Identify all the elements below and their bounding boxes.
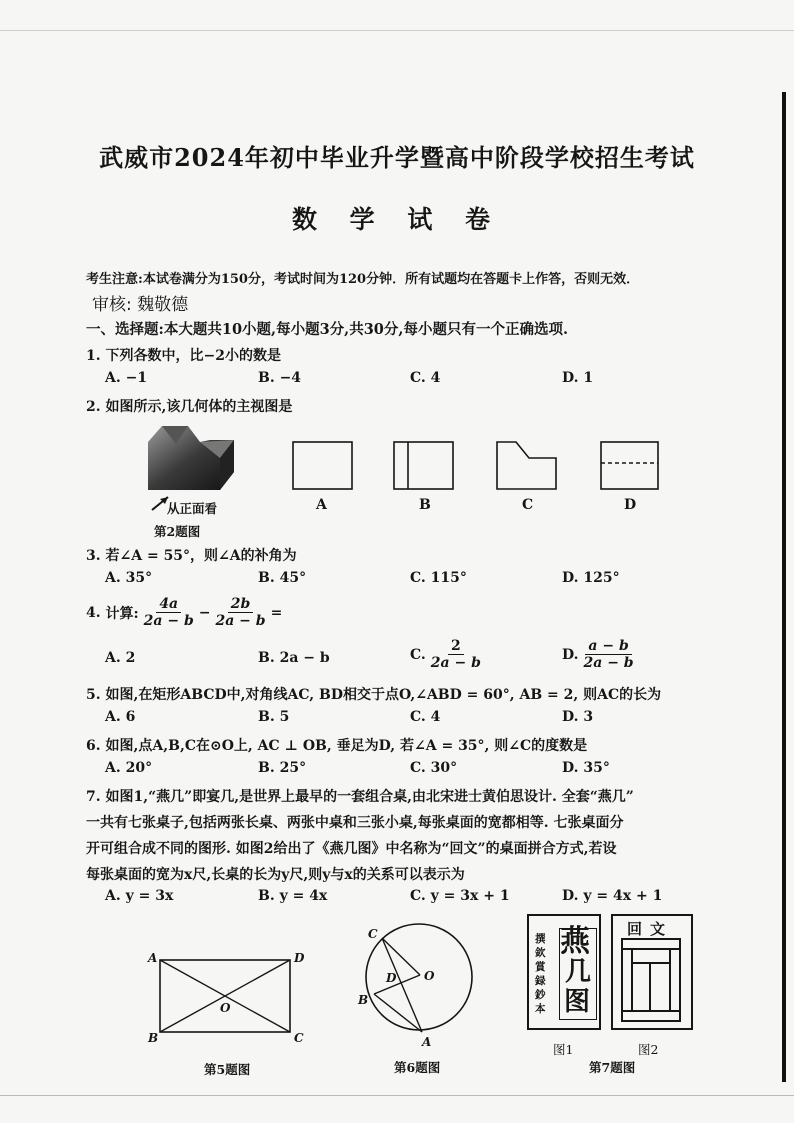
view-option-c-label: C (522, 497, 534, 513)
fig6-circle-diagram (350, 920, 480, 1050)
view-option-d-shape (600, 441, 660, 491)
q6-option-c: C. 30° (410, 760, 458, 776)
q6-option-b: B. 25° (258, 760, 307, 776)
fraction-numerator: a − b (585, 638, 631, 655)
exam-title: 武威市2024年初中毕业升学暨高中阶段学校招生考试 (99, 143, 695, 172)
view-option-a-shape (292, 441, 354, 491)
question-prefix: 计算: (105, 605, 139, 622)
minus-sign: − (198, 604, 211, 621)
segment-ob (374, 975, 420, 994)
question-7-line-2: 一共有七张桌子,包括两张长桌、两张中桌和三张小桌,每张桌面的宽都相等. 七张桌面分 (86, 815, 624, 831)
section-heading: 一、选择题:本大题共10小题,每小题3分,共30分,每小题只有一个正确选项. (86, 321, 568, 338)
fraction-1 (141, 596, 197, 629)
view-option-b-shape (393, 441, 455, 491)
q6-option-a: A. 20° (105, 760, 153, 776)
point-label: B (358, 993, 369, 1007)
q1-option-b: B. −4 (258, 370, 302, 386)
q7-option-d: D. y = 4x + 1 (562, 888, 663, 904)
q4-option-d (562, 638, 639, 671)
q5-option-d: D. 3 (562, 709, 594, 725)
question-number: 6. (86, 738, 101, 754)
option-label: D. (562, 646, 579, 663)
point-label: C (368, 927, 378, 941)
option-label: C. (410, 646, 426, 663)
q3-option-d: D. 125° (562, 570, 620, 586)
point-label: C (294, 1031, 304, 1045)
exam-notice (86, 268, 639, 287)
question-number: 5. (86, 687, 101, 703)
q3-option-a: A. 35° (105, 570, 153, 586)
question-number: 4. (86, 604, 101, 621)
equals-sign: = (270, 604, 283, 621)
point-label: O (220, 1001, 231, 1015)
huiwen-table-layout (621, 938, 683, 1024)
circle-o (366, 924, 472, 1030)
question-text: 若∠A = 55°，则∠A的补角为 (105, 548, 297, 564)
question-1 (86, 345, 281, 365)
question-7 (86, 786, 634, 806)
right-scan-border (782, 92, 786, 1082)
fraction-denominator: 2a − b (583, 655, 634, 671)
question-number: 7. (86, 789, 101, 805)
fraction-2 (213, 596, 269, 629)
fraction-denominator: 2a − b (215, 613, 266, 629)
question-number: 3. (86, 548, 101, 564)
fraction-numerator: 2b (228, 596, 254, 613)
notice-label: 考生注意: (86, 272, 143, 287)
q7-option-a: A. y = 3x (105, 888, 174, 904)
q5-option-c: C. 4 (410, 709, 441, 725)
paper-subtitle: 数 学 试 卷 (291, 205, 503, 234)
q5-option-a: A. 6 (105, 709, 136, 725)
question-7-line-4: 每张桌面的宽为x尺,长桌的长为y尺,则y与x的关系可以表示为 (86, 867, 465, 883)
q1-option-c: C. 4 (410, 370, 441, 386)
q7-option-b: B. y = 4x (258, 888, 328, 904)
fig7-sub2-label: 图2 (638, 1042, 659, 1057)
fig5-rectangle-diagram (140, 948, 310, 1048)
view-option-c-shape (496, 441, 558, 491)
option-fraction (581, 638, 637, 671)
question-7-line-3: 开可组合成不同的图形. 如图2给出了《燕几图》中名称为“回文”的桌面拼合方式,若设 (86, 841, 617, 857)
q3-option-b: B. 45° (258, 570, 307, 586)
bottom-border (0, 1095, 794, 1096)
book-title-char: 燕 (560, 924, 590, 959)
point-label: A (148, 951, 158, 965)
q5-option-b: B. 5 (258, 709, 290, 725)
top-border (0, 30, 794, 31)
question-3 (86, 545, 297, 565)
question-text: 如图,在矩形ABCD中,对角线AC, BD相交于点O,∠ABD = 60°, AB = 2, 则AC的长为 (105, 687, 662, 703)
fig7-book-cover (527, 914, 601, 1030)
fig6-caption: 第6题图 (394, 1060, 441, 1075)
notice-text: 本试卷满分为150分，考试时间为120分钟．所有试题均在答题卡上作答，否则无效． (142, 272, 640, 287)
view-option-b-label: B (419, 497, 431, 513)
question-number: 2. (86, 399, 101, 415)
view-option-a-label: A (316, 497, 327, 513)
option-fraction (428, 638, 484, 671)
question-text: 下列各数中，比−2小的数是 (105, 348, 281, 364)
question-text-line-1: 如图1,“燕几”即宴几,是世界上最早的一套组合桌,由北宋进士黄伯思设计. 全套“燕几” (105, 789, 634, 805)
question-5 (86, 684, 661, 704)
point-label: O (424, 969, 435, 983)
q4-option-c (410, 638, 486, 671)
q4-option-b: B. 2a − b (258, 650, 330, 666)
fraction-numerator: 4a (156, 596, 181, 613)
point-label: B (148, 1031, 159, 1045)
q4-option-a: A. 2 (105, 650, 136, 666)
reviewer-note: 审核: 魏敬德 (92, 295, 189, 315)
question-6 (86, 735, 587, 755)
fig2-caption: 第2题图 (154, 524, 201, 539)
segment-co (382, 938, 420, 975)
q7-option-c: C. y = 3x + 1 (410, 888, 510, 904)
question-2 (86, 396, 292, 416)
q6-option-d: D. 35° (562, 760, 610, 776)
fig5-caption: 第5题图 (204, 1062, 251, 1077)
q3-option-c: C. 115° (410, 570, 467, 586)
view-option-d-label: D (624, 497, 637, 513)
fraction-denominator: 2a − b (143, 613, 194, 629)
question-4 (86, 596, 282, 629)
point-label: D (386, 971, 397, 985)
diagram-title: 回文 (627, 920, 674, 938)
book-title-char: 几 (565, 957, 592, 987)
book-title-char: 图 (564, 987, 591, 1017)
front-view-label: 从正面看 (167, 501, 218, 516)
chord-ca (382, 938, 422, 1032)
q1-option-d: D. 1 (562, 370, 594, 386)
question-number: 1. (86, 348, 101, 364)
fig7-sub1-label: 图1 (553, 1042, 574, 1057)
point-label: A (422, 1035, 432, 1049)
fig7-caption: 第7题图 (589, 1060, 636, 1075)
fraction-denominator: 2a − b (430, 655, 481, 671)
book-side-text: 撰欽賞録鈔本 (535, 933, 546, 1015)
point-label: D (294, 951, 305, 965)
fraction-numerator: 2 (448, 638, 464, 655)
question-text: 如图,点A,B,C在⊙O上, AC ⊥ OB, 垂足为D, 若∠A = 35°, 则∠C的度数是 (105, 738, 588, 754)
q1-option-a: A. −1 (105, 370, 148, 386)
question-text: 如图所示,该几何体的主视图是 (105, 399, 293, 415)
